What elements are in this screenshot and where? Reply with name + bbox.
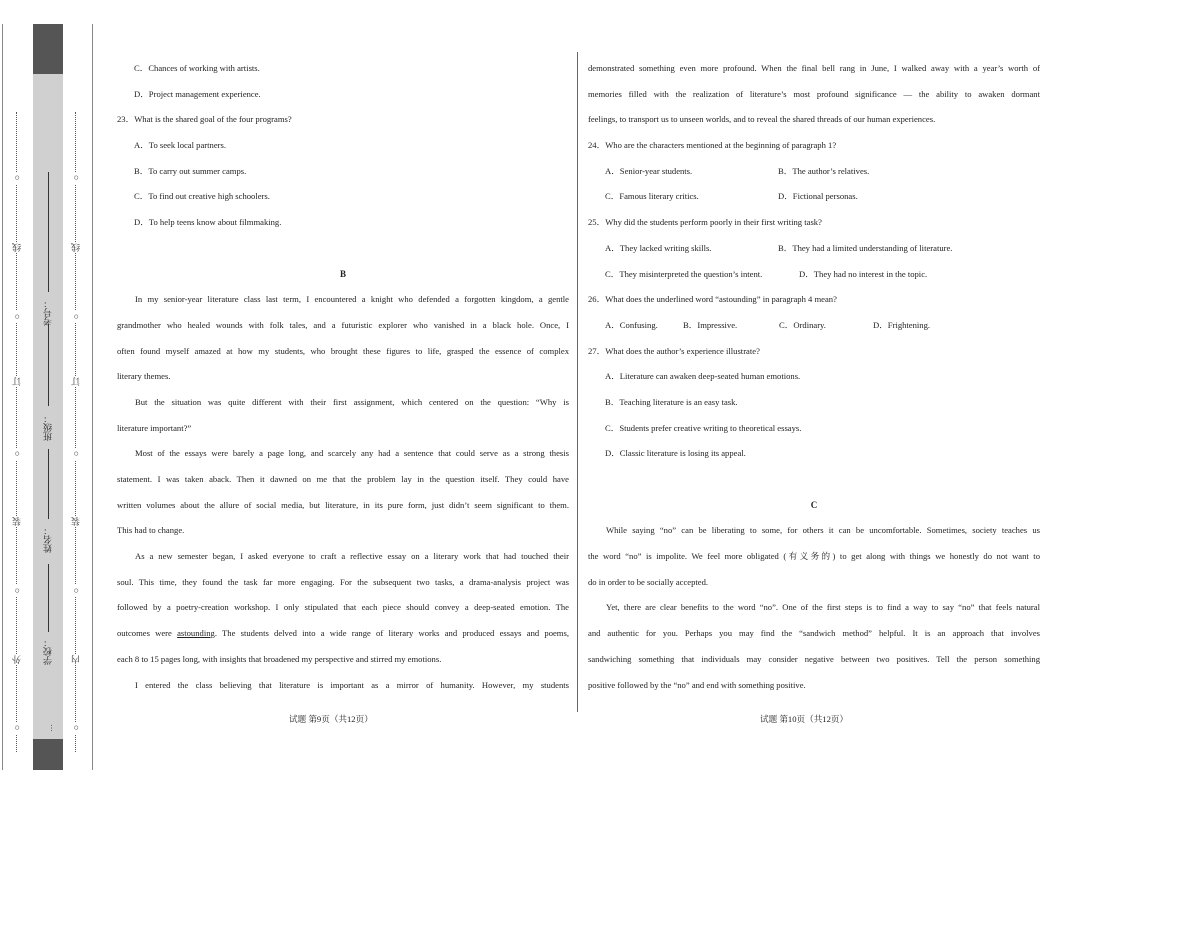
options-26-row: [588, 313, 1040, 339]
binding-dark-bottom: [33, 739, 63, 770]
binding-mark-order-inner: 订: [71, 377, 81, 386]
option-27b: B．Teaching literature is an easy task.: [605, 396, 738, 407]
passage-line: demonstrated something even more profound. When the final bell rang in June, I walked away with a year’s worth of: [588, 63, 1040, 73]
binding-mark-bind-inner: 装: [71, 517, 81, 526]
passage-line: soul. This time, they found the task far more engaging. For the subsequent two tasks, a drama-analysis project was: [117, 576, 569, 587]
name-label: 姓名：: [43, 526, 53, 553]
page-footer-left: 试题 第9页（共12页）: [289, 714, 373, 724]
option-27a: A．Literature can awaken deep-seated human emotions.: [605, 371, 801, 382]
option-24d: D．Fictional personas.: [778, 191, 858, 202]
blank-line: [117, 236, 569, 262]
circle-mark: ○: [12, 173, 22, 183]
option-27d: D．Classic literature is losing its appeal.: [605, 448, 746, 459]
class-label: 班级：: [43, 414, 53, 441]
circle-mark: ○: [71, 449, 81, 459]
right-column: [588, 56, 1040, 698]
circle-mark: ○: [71, 312, 81, 322]
underlined-word-astounding: astounding: [177, 628, 215, 639]
option-22d: D．Project management experience.: [134, 88, 261, 99]
option-26c: C．Ordinary.: [779, 319, 826, 330]
binding-mark-inside: 内: [71, 655, 81, 664]
passage-line: followed by a poetry-creation workshop. I only stipulated that each piece should convey a deep-seated emotion. The: [117, 602, 569, 613]
passage-line: sandwiching something that individuals may consider negative between two positives. Tell the person something: [588, 653, 1040, 664]
question-27: 27．What does the author’s experience illustrate?: [588, 345, 760, 356]
binding-mark-outside: 外: [12, 655, 22, 664]
option-26b: B．Impressive.: [683, 319, 738, 330]
passage-line: As a new semester began, I asked everyone to craft a reflective essay on a literary work that had touched their: [135, 551, 569, 562]
option-23b: B．To carry out summer camps.: [134, 165, 247, 176]
option-22c: C．Chances of working with artists.: [134, 63, 260, 73]
circle-mark: ○: [12, 449, 22, 459]
question-23: 23．What is the shared goal of the four programs?: [117, 114, 292, 125]
passage-text: . The students delved into a wide range of literary works and produced essays and poems,: [214, 628, 569, 639]
binding-mark-line-inner: 线: [71, 243, 81, 252]
school-blank[interactable]: [48, 564, 49, 632]
option-24a: A．Senior-year students.: [605, 165, 693, 176]
binding-mark-line-outer: 线: [12, 243, 22, 252]
binding-mark-order-outer: 订: [12, 377, 22, 386]
page-footer-right: 试题 第10页（共12页）: [760, 714, 849, 724]
binding-dark-top: [33, 24, 63, 74]
question-25: 25．Why did the students perform poorly in their first writing task?: [588, 217, 822, 228]
circle-mark: ○: [12, 586, 22, 596]
section-b-heading: B: [339, 268, 346, 279]
passage-line: Most of the essays were barely a page long, and scarcely any had a sentence that could serve as a strong thesis: [135, 448, 569, 459]
section-c-heading: C: [810, 499, 818, 510]
binding-mark-bind-outer: 装: [12, 517, 22, 526]
passage-line: do in order to be socially accepted.: [588, 576, 709, 587]
passage-line: This had to change.: [117, 525, 185, 536]
passage-line: statement. I was taken aback. Then it dawned on me that the problem lay in the question itself. They could have: [117, 474, 569, 484]
name-blank[interactable]: [48, 449, 49, 519]
exam-number-label: 考号：: [43, 299, 53, 326]
passage-line: literature important?”: [117, 422, 192, 433]
passage-text: outcomes were: [117, 628, 178, 639]
option-26a: A．Confusing.: [605, 319, 658, 330]
circle-mark: ○: [71, 173, 81, 183]
options-24-row2: [588, 184, 1040, 210]
option-23c: C．To find out creative high schoolers.: [134, 191, 270, 202]
option-26d: D．Frightening.: [873, 319, 931, 330]
passage-line: Yet, there are clear benefits to the word “no”. One of the first steps is to find a way to say “no” that feels natural: [606, 602, 1040, 613]
left-column: [117, 56, 569, 698]
option-25b: B．They had a limited understanding of literature.: [778, 242, 953, 253]
option-25a: A．They lacked writing skills.: [605, 242, 712, 253]
binding-strip: [2, 24, 92, 770]
class-blank[interactable]: [48, 324, 49, 406]
passage-line: positive followed by the “no” and end with something positive.: [588, 679, 806, 690]
exam-number-blank[interactable]: [48, 172, 49, 292]
ellipsis-mark: …: [45, 724, 54, 732]
circle-mark: ○: [71, 586, 81, 596]
passage-line: While saying “no” can be liberating to some, for others it can be uncomfortable. Sometimes, society teaches us: [606, 525, 1040, 536]
circle-mark: ○: [12, 312, 22, 322]
column-divider: [577, 52, 578, 712]
option-23a: A．To seek local partners.: [134, 140, 226, 151]
circle-mark: ○: [71, 723, 81, 733]
question-26: 26．What does the underlined word “astounding” in paragraph 4 mean?: [588, 294, 837, 305]
passage-line: grandmother who healed wounds with folk tales, and a futuristic explorer who vanished in a black hole. Once, I: [117, 319, 569, 330]
school-label: 学校：: [43, 638, 53, 665]
passage-line: memories filled with the realization of literature’s most profound significance — the ability to awaken dormant: [588, 88, 1040, 99]
option-27c: C．Students prefer creative writing to theoretical essays.: [605, 422, 802, 433]
passage-line-underlined: [117, 621, 569, 647]
option-25c: C．They misinterpreted the question’s intent.: [605, 268, 763, 279]
options-25-row2: [588, 262, 1040, 288]
option-24b: B．The author’s relatives.: [778, 165, 870, 176]
passage-line: I entered the class believing that literature is important as a mirror of humanity. However, my students: [135, 679, 569, 690]
options-25-row1: [588, 236, 1040, 262]
passage-line: In my senior-year literature class last term, I encountered a knight who defended a forgotten kingdom, a gentle: [135, 294, 569, 305]
option-23d: D．To help teens know about filmmaking.: [134, 217, 282, 228]
passage-line: But the situation was quite different with their first assignment, which centered on the question: “Why is: [135, 396, 569, 407]
passage-line: each 8 to 15 pages long, with insights that broadened my perspective and stirred my emotions.: [117, 653, 442, 664]
option-24c: C．Famous literary critics.: [605, 191, 699, 202]
passage-line: feelings, to transport us to unseen worlds, and to reveal the shared threads of our human experiences.: [588, 114, 936, 125]
passage-line: the word “no” is impolite. We feel more obligated (有义务的) to get along with things we honestly do not want to: [588, 551, 1040, 562]
passage-line: written volumes about the allure of social media, but literature, in its pure form, just didn’t seem significant to them.: [117, 499, 569, 510]
options-24-row1: [588, 159, 1040, 185]
passage-line: and authentic for you. Perhaps you may find the “sandwich method” helpful. It is an approach that involves: [588, 628, 1040, 639]
blank-line: [588, 467, 1040, 493]
passage-line: literary themes.: [117, 371, 171, 382]
circle-mark: ○: [12, 723, 22, 733]
passage-line: often found myself amazed at how my students, who brought these figures to life, grasped the essence of complex: [117, 345, 569, 356]
option-25d: D．They had no interest in the topic.: [799, 268, 928, 279]
question-24: 24．Who are the characters mentioned at the beginning of paragraph 1?: [588, 140, 837, 151]
